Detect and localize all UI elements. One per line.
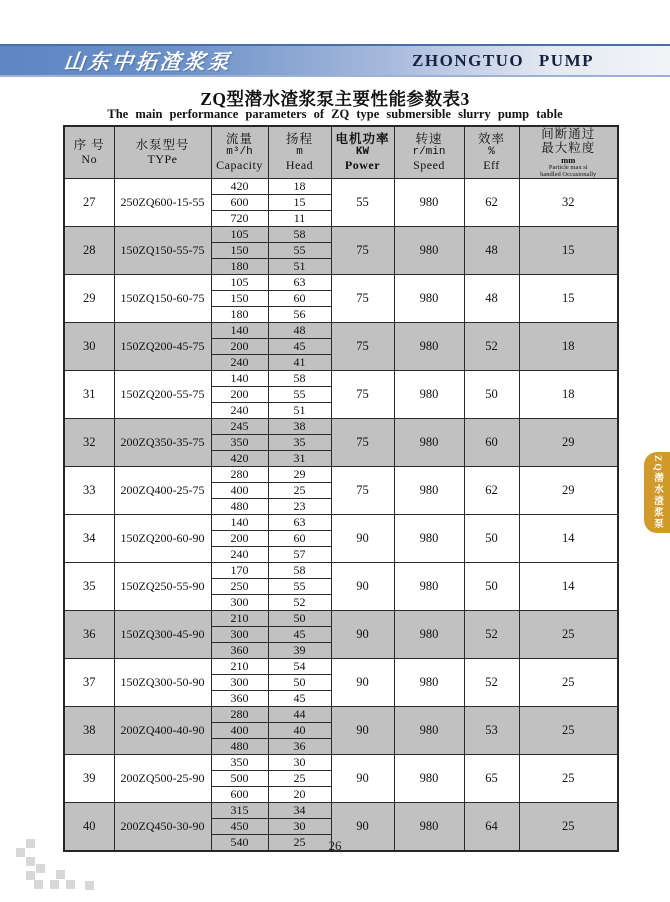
sub-cell-value: 420 bbox=[230, 450, 249, 465]
col-header-speed: 转速 r/min Speed bbox=[394, 126, 464, 178]
sub-cell-value: 58 bbox=[269, 227, 331, 243]
sub-cell-value: 45 bbox=[293, 690, 306, 705]
sub-cell-value: 300 bbox=[212, 627, 268, 643]
cell-power: 90 bbox=[331, 610, 394, 658]
sub-cell-value: 52 bbox=[293, 594, 306, 609]
sub-cell-value: 23 bbox=[293, 498, 306, 513]
table-row bbox=[64, 658, 618, 706]
cell-head bbox=[268, 322, 331, 370]
sub-cell-value: 150 bbox=[212, 243, 268, 259]
cell-head bbox=[268, 610, 331, 658]
side-tab-label: ZQ潜水渣浆泵 bbox=[652, 454, 662, 531]
cell-particle: 25 bbox=[519, 754, 618, 802]
cell-eff: 52 bbox=[464, 610, 519, 658]
cell-capacity bbox=[211, 226, 268, 274]
sub-cell-value: 30 bbox=[269, 755, 331, 771]
cell-power: 75 bbox=[331, 226, 394, 274]
cell-capacity bbox=[211, 370, 268, 418]
sub-cell-value: 200 bbox=[212, 339, 268, 355]
sub-cell-value: 50 bbox=[269, 611, 331, 627]
sub-cell-value: 400 bbox=[212, 483, 268, 499]
cell-speed: 980 bbox=[394, 370, 464, 418]
col-header-eff: 效率 % Eff bbox=[464, 126, 519, 178]
cell-speed: 980 bbox=[394, 274, 464, 322]
sub-cell-value: 18 bbox=[269, 179, 331, 195]
cell-eff: 48 bbox=[464, 226, 519, 274]
cell-particle: 25 bbox=[519, 658, 618, 706]
spec-table bbox=[63, 125, 619, 852]
cell-no: 32 bbox=[64, 418, 114, 466]
sub-cell-value: 140 bbox=[212, 371, 268, 387]
cell-power: 75 bbox=[331, 322, 394, 370]
cell-eff: 60 bbox=[464, 418, 519, 466]
table-row bbox=[64, 226, 618, 274]
cell-capacity bbox=[211, 562, 268, 610]
cell-type: 150ZQ200-55-75 bbox=[114, 370, 211, 418]
cell-no: 40 bbox=[64, 802, 114, 851]
cell-capacity bbox=[211, 274, 268, 322]
sub-cell-value: 150 bbox=[212, 291, 268, 307]
sub-cell-value: 44 bbox=[269, 707, 331, 723]
table-header-row bbox=[64, 126, 618, 178]
sub-cell-value: 41 bbox=[293, 354, 306, 369]
cell-eff: 48 bbox=[464, 274, 519, 322]
cell-eff: 62 bbox=[464, 178, 519, 226]
sub-cell-value: 200 bbox=[212, 387, 268, 403]
sub-cell-value: 240 bbox=[230, 354, 249, 369]
table-row bbox=[64, 466, 618, 514]
col-header-type: 水泵型号 TYPe bbox=[114, 126, 211, 178]
cell-type: 200ZQ450-30-90 bbox=[114, 802, 211, 851]
cell-power: 90 bbox=[331, 754, 394, 802]
cell-head bbox=[268, 562, 331, 610]
sub-cell-value: 500 bbox=[212, 771, 268, 787]
cell-capacity bbox=[211, 610, 268, 658]
sub-cell-value: 31 bbox=[293, 450, 306, 465]
sub-cell-value: 55 bbox=[269, 243, 331, 259]
cell-type: 200ZQ400-40-90 bbox=[114, 706, 211, 754]
sub-cell-value: 54 bbox=[269, 659, 331, 675]
cell-no: 28 bbox=[64, 226, 114, 274]
cell-power: 90 bbox=[331, 706, 394, 754]
table-row bbox=[64, 610, 618, 658]
sub-cell-value: 420 bbox=[212, 179, 268, 195]
sub-cell-value: 20 bbox=[293, 786, 306, 801]
cell-power: 75 bbox=[331, 418, 394, 466]
sub-cell-value: 29 bbox=[269, 467, 331, 483]
sub-cell-value: 60 bbox=[269, 291, 331, 307]
cell-particle: 25 bbox=[519, 706, 618, 754]
cell-particle: 29 bbox=[519, 466, 618, 514]
deco-square bbox=[66, 880, 75, 889]
table-row bbox=[64, 754, 618, 802]
sub-cell-value: 720 bbox=[230, 210, 249, 225]
sub-cell-value: 45 bbox=[269, 339, 331, 355]
sub-cell-value: 210 bbox=[212, 611, 268, 627]
sub-cell-value: 315 bbox=[212, 803, 268, 819]
cell-speed: 980 bbox=[394, 610, 464, 658]
cell-power: 55 bbox=[331, 178, 394, 226]
table-row bbox=[64, 322, 618, 370]
sub-cell-value: 300 bbox=[212, 675, 268, 691]
cell-particle: 25 bbox=[519, 802, 618, 851]
cell-type: 150ZQ200-60-90 bbox=[114, 514, 211, 562]
sub-cell-value: 480 bbox=[230, 498, 249, 513]
cell-head bbox=[268, 754, 331, 802]
sub-cell-value: 51 bbox=[293, 402, 306, 417]
deco-square bbox=[26, 871, 35, 880]
cell-eff: 50 bbox=[464, 370, 519, 418]
cell-eff: 52 bbox=[464, 322, 519, 370]
cell-particle: 25 bbox=[519, 610, 618, 658]
company-name-english: ZHONGTUO PUMP bbox=[412, 50, 594, 70]
cell-speed: 980 bbox=[394, 322, 464, 370]
cell-head bbox=[268, 418, 331, 466]
sub-cell-value: 55 bbox=[269, 387, 331, 403]
sub-cell-value: 60 bbox=[269, 531, 331, 547]
cell-power: 90 bbox=[331, 802, 394, 851]
cell-no: 29 bbox=[64, 274, 114, 322]
cell-power: 90 bbox=[331, 562, 394, 610]
cell-particle: 14 bbox=[519, 562, 618, 610]
sub-cell-value: 35 bbox=[269, 435, 331, 451]
deco-square bbox=[56, 870, 65, 879]
cell-type: 150ZQ150-55-75 bbox=[114, 226, 211, 274]
cell-speed: 980 bbox=[394, 754, 464, 802]
cell-type: 150ZQ300-50-90 bbox=[114, 658, 211, 706]
deco-square bbox=[34, 880, 43, 889]
sub-cell-value: 11 bbox=[293, 210, 306, 225]
cell-power: 90 bbox=[331, 514, 394, 562]
sub-cell-value: 45 bbox=[269, 627, 331, 643]
cell-capacity bbox=[211, 178, 268, 226]
sub-cell-value: 51 bbox=[293, 258, 306, 273]
cell-no: 35 bbox=[64, 562, 114, 610]
cell-type: 200ZQ400-25-75 bbox=[114, 466, 211, 514]
cell-particle: 18 bbox=[519, 322, 618, 370]
sub-cell-value: 140 bbox=[212, 323, 268, 339]
sub-cell-value: 540 bbox=[230, 834, 249, 849]
cell-particle: 15 bbox=[519, 226, 618, 274]
cell-eff: 52 bbox=[464, 658, 519, 706]
deco-square bbox=[50, 880, 59, 889]
sub-cell-value: 180 bbox=[230, 258, 249, 273]
sub-cell-value: 245 bbox=[212, 419, 268, 435]
cell-head bbox=[268, 370, 331, 418]
table-row bbox=[64, 178, 618, 226]
cell-capacity bbox=[211, 706, 268, 754]
sub-cell-value: 48 bbox=[269, 323, 331, 339]
sub-cell-value: 210 bbox=[212, 659, 268, 675]
cell-eff: 50 bbox=[464, 514, 519, 562]
sub-cell-value: 39 bbox=[293, 642, 306, 657]
sub-cell-value: 600 bbox=[230, 786, 249, 801]
table-row bbox=[64, 706, 618, 754]
sub-cell-value: 105 bbox=[212, 227, 268, 243]
cell-no: 30 bbox=[64, 322, 114, 370]
sub-cell-value: 200 bbox=[212, 531, 268, 547]
cell-head bbox=[268, 178, 331, 226]
sub-cell-value: 15 bbox=[269, 195, 331, 211]
sub-cell-value: 63 bbox=[269, 275, 331, 291]
sub-cell-value: 170 bbox=[212, 563, 268, 579]
sub-cell-value: 300 bbox=[230, 594, 249, 609]
page-number: 26 bbox=[328, 838, 342, 853]
sub-cell-value: 600 bbox=[212, 195, 268, 211]
sub-cell-value: 240 bbox=[230, 402, 249, 417]
cell-particle: 18 bbox=[519, 370, 618, 418]
sub-cell-value: 25 bbox=[293, 834, 306, 849]
sub-cell-value: 280 bbox=[212, 467, 268, 483]
sub-cell-value: 63 bbox=[269, 515, 331, 531]
cell-eff: 53 bbox=[464, 706, 519, 754]
cell-power: 75 bbox=[331, 370, 394, 418]
cell-type: 200ZQ500-25-90 bbox=[114, 754, 211, 802]
cell-particle: 14 bbox=[519, 514, 618, 562]
cell-capacity bbox=[211, 754, 268, 802]
cell-capacity bbox=[211, 514, 268, 562]
sub-cell-value: 38 bbox=[269, 419, 331, 435]
cell-eff: 50 bbox=[464, 562, 519, 610]
table-row bbox=[64, 418, 618, 466]
sub-cell-value: 25 bbox=[269, 771, 331, 787]
side-tab-zq-series bbox=[644, 452, 670, 533]
sub-cell-value: 25 bbox=[269, 483, 331, 499]
cell-no: 33 bbox=[64, 466, 114, 514]
cell-speed: 980 bbox=[394, 562, 464, 610]
page-title: ZQ型潜水渣浆泵主要性能参数表3 bbox=[200, 89, 470, 109]
sub-cell-value: 50 bbox=[269, 675, 331, 691]
cell-speed: 980 bbox=[394, 706, 464, 754]
sub-cell-value: 280 bbox=[212, 707, 268, 723]
cell-capacity bbox=[211, 322, 268, 370]
col-header-head: 扬程 m Head bbox=[268, 126, 331, 178]
cell-head bbox=[268, 706, 331, 754]
company-logo-calligraphy: 山东中拓渣浆泵 bbox=[62, 48, 234, 74]
deco-square bbox=[26, 857, 35, 866]
cell-capacity bbox=[211, 658, 268, 706]
sub-cell-value: 360 bbox=[230, 690, 249, 705]
sub-cell-value: 40 bbox=[269, 723, 331, 739]
cell-no: 31 bbox=[64, 370, 114, 418]
cell-capacity bbox=[211, 418, 268, 466]
cell-speed: 980 bbox=[394, 802, 464, 851]
cell-capacity bbox=[211, 466, 268, 514]
cell-type: 150ZQ150-60-75 bbox=[114, 274, 211, 322]
sub-cell-value: 240 bbox=[230, 546, 249, 561]
sub-cell-value: 450 bbox=[212, 819, 268, 835]
sub-cell-value: 350 bbox=[212, 755, 268, 771]
cell-type: 250ZQ600-15-55 bbox=[114, 178, 211, 226]
sub-cell-value: 58 bbox=[269, 371, 331, 387]
cell-eff: 65 bbox=[464, 754, 519, 802]
cell-type: 150ZQ300-45-90 bbox=[114, 610, 211, 658]
sub-cell-value: 34 bbox=[269, 803, 331, 819]
page-subtitle: The main performance parameters of ZQ type submersible slurry pump table bbox=[107, 107, 563, 121]
cell-no: 27 bbox=[64, 178, 114, 226]
cell-power: 75 bbox=[331, 274, 394, 322]
cell-head bbox=[268, 466, 331, 514]
cell-type: 150ZQ200-45-75 bbox=[114, 322, 211, 370]
cell-speed: 980 bbox=[394, 226, 464, 274]
sub-cell-value: 350 bbox=[212, 435, 268, 451]
table-body bbox=[64, 178, 618, 851]
cell-power: 75 bbox=[331, 466, 394, 514]
cell-particle: 15 bbox=[519, 274, 618, 322]
sub-cell-value: 400 bbox=[212, 723, 268, 739]
table-row bbox=[64, 370, 618, 418]
cell-speed: 980 bbox=[394, 658, 464, 706]
cell-head bbox=[268, 226, 331, 274]
sub-cell-value: 480 bbox=[230, 738, 249, 753]
cell-no: 34 bbox=[64, 514, 114, 562]
cell-no: 37 bbox=[64, 658, 114, 706]
cell-particle: 32 bbox=[519, 178, 618, 226]
sub-cell-value: 57 bbox=[293, 546, 306, 561]
table-row bbox=[64, 274, 618, 322]
sub-cell-value: 36 bbox=[293, 738, 306, 753]
sub-cell-value: 180 bbox=[230, 306, 249, 321]
cell-particle: 29 bbox=[519, 418, 618, 466]
col-header-no: 序 号 No bbox=[64, 126, 114, 178]
cell-power: 90 bbox=[331, 658, 394, 706]
table-row bbox=[64, 514, 618, 562]
table-row bbox=[64, 562, 618, 610]
cell-eff: 64 bbox=[464, 802, 519, 851]
col-header-capacity: 流量 m³/h Capacity bbox=[211, 126, 268, 178]
cell-speed: 980 bbox=[394, 466, 464, 514]
col-header-particle: 间断通过 最大粒度 mm Particle max si handled Occasionally bbox=[519, 126, 618, 178]
cell-head bbox=[268, 658, 331, 706]
cell-no: 36 bbox=[64, 610, 114, 658]
sub-cell-value: 58 bbox=[269, 563, 331, 579]
sub-cell-value: 360 bbox=[230, 642, 249, 657]
sub-cell-value: 56 bbox=[293, 306, 306, 321]
deco-square bbox=[36, 864, 45, 873]
cell-speed: 980 bbox=[394, 514, 464, 562]
cell-no: 38 bbox=[64, 706, 114, 754]
sub-cell-value: 105 bbox=[212, 275, 268, 291]
sub-cell-value: 140 bbox=[212, 515, 268, 531]
brand-bar bbox=[0, 44, 670, 77]
cell-type: 200ZQ350-35-75 bbox=[114, 418, 211, 466]
cell-eff: 62 bbox=[464, 466, 519, 514]
sub-cell-value: 55 bbox=[269, 579, 331, 595]
cell-type: 150ZQ250-55-90 bbox=[114, 562, 211, 610]
deco-square bbox=[85, 881, 94, 890]
cell-no: 39 bbox=[64, 754, 114, 802]
cell-speed: 980 bbox=[394, 178, 464, 226]
col-header-power: 电机功率 KW Power bbox=[331, 126, 394, 178]
sub-cell-value: 250 bbox=[212, 579, 268, 595]
cell-head bbox=[268, 274, 331, 322]
sub-cell-value: 30 bbox=[269, 819, 331, 835]
cell-speed: 980 bbox=[394, 418, 464, 466]
cell-head bbox=[268, 514, 331, 562]
